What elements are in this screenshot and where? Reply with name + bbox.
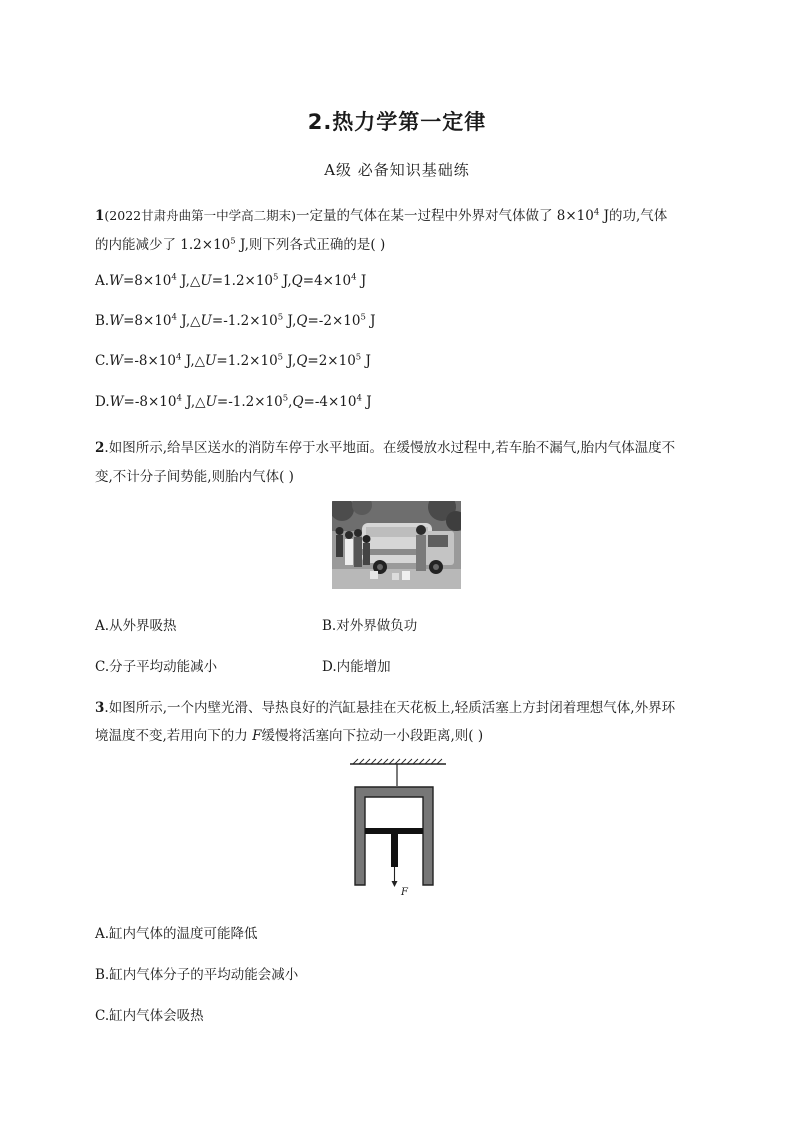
q1-option-b[interactable]: $B.W=8\times 10^4$ $J,\triangle U=-1.2\times 10^5$ $J,Q=-2\times 10^5$ J	[95, 312, 376, 329]
q1-line-2: 的内能减少了 $1.2\times 10^5$ J,则下列各式正确的是( )	[95, 236, 386, 253]
q2-option-b[interactable]: B.对外界做负功	[322, 618, 418, 634]
q3-option-a[interactable]: A.缸内气体的温度可能降低	[95, 926, 258, 942]
q2-option-d[interactable]: D.内能增加	[322, 659, 391, 675]
q3-line-2: 境温度不变,若用向下的力 F缓慢将活塞向下拉动一小段距离,则( )	[95, 728, 484, 744]
q1-line-1: 1(2022甘肃舟曲第一中学高二期末)一定量的气体在某一过程中外界对气体做了 $8\times 10^4$ J的功,气体	[95, 207, 668, 224]
q1-option-c[interactable]: $C.W=-8\times 10^4$ $J,\triangle U=1.2\times 10^5$ $J,Q=2\times 10^5$ J	[95, 352, 371, 369]
q3-number: 3	[95, 700, 105, 716]
section-heading: A级 必备知识基础练	[324, 161, 470, 179]
q3-option-b[interactable]: B.缸内气体分子的平均动能会减小	[95, 967, 299, 983]
q1-source: (2022甘肃舟曲第一中学高二期末)	[104, 208, 296, 223]
q3-option-c[interactable]: C.缸内气体会吸热	[95, 1008, 204, 1024]
page-title: 2.热力学第一定律	[307, 110, 487, 134]
q3-line-1: 3.如图所示,一个内壁光滑、导热良好的汽缸悬挂在天花板上,轻质活塞上方封闭着理想气体,外界环	[95, 700, 676, 716]
force-label: F	[401, 887, 408, 898]
q2-option-a[interactable]: A.从外界吸热	[95, 618, 177, 634]
q2-number: 2	[95, 440, 105, 456]
q2-line-1: 2.如图所示,给旱区送水的消防车停于水平地面。在缓慢放水过程中,若车胎不漏气,胎内气体温度不	[95, 440, 676, 456]
q1-option-a[interactable]: $A.W=8\times 10^4$ $J,\triangle U=1.2\times 10^5$ $J,Q=4\times 10^4$ J	[95, 272, 367, 289]
q2-line-2: 变,不计分子间势能,则胎内气体( )	[95, 469, 294, 485]
cylinder-piston-diagram	[345, 755, 455, 909]
q1-option-d[interactable]: $D.W=-8\times 10^4$ $J,\triangle U=-1.2\times 10^5,Q=-4\times 10^4$ J	[95, 393, 372, 410]
q2-option-c[interactable]: C.分子平均动能减小	[95, 659, 218, 675]
q1-number: 1	[95, 208, 105, 224]
fire-truck-photo	[332, 501, 461, 589]
